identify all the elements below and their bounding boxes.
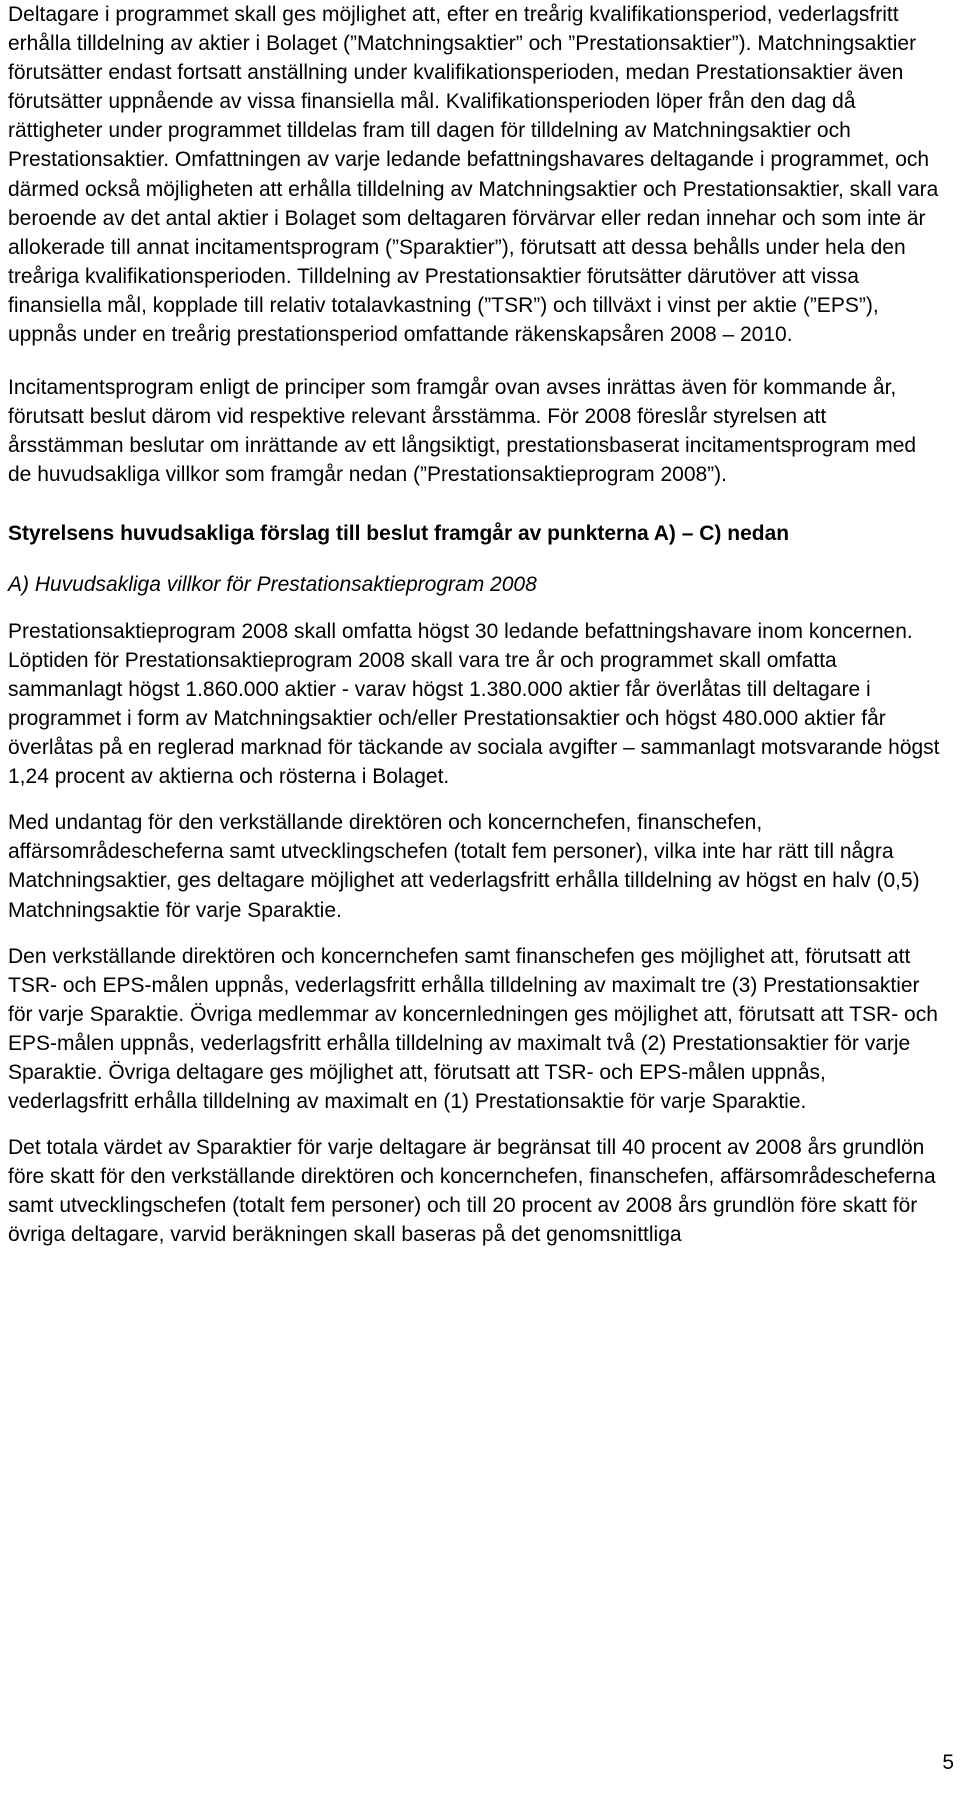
body-paragraph: Prestationsaktieprogram 2008 skall omfatta högst 30 ledande befattningshavare inom koncernen. Löptiden för Prestationsaktieprogram 2008 skall vara tre år och programmet skall omfatta sammanlagt högst 1.860.000 aktier - varav högst 1.380.000 aktier får överlåtas till deltagare i programmet i form av Matchningsaktier och/eller Prestationsaktier och högst 480.000 aktier får överlåtas på en reglerad marknad för täckande av sociala avgifter – sammanlagt motsvarande högst 1,24 procent av aktierna och rösterna i Bolaget. [8, 619, 940, 789]
body-paragraph: Den verkställande direktören och koncernchefen samt finanschefen ges möjlighet att, förutsatt att TSR- och EPS-målen uppnås, vederlagsfritt erhålla tilldelning av maximalt tre (3) Prestationsaktier för varje Sparaktie. Övriga medlemmar av koncernledningen ges möjlighet att, förutsatt att TSR- och EPS-målen uppnås, vederlagsfritt erhålla tilldelning av maximalt två (2) Prestationsaktier för varje Sparaktie. Övriga deltagare ges möjlighet att, förutsatt att TSR- och EPS-målen uppnås, vederlagsfritt erhålla tilldelning av maximalt en (1) Prestationsaktie för varje Sparaktie. [8, 944, 938, 1114]
document-page [8, 0, 943, 1250]
body-paragraph: Med undantag för den verkställande direktören och koncernchefen, finanschefen, affärsområdescheferna samt utvecklingschefen (totalt fem personer), vilka inte har rätt till några Matchningsaktier, ges deltagare möjlighet att vederlagsfritt erhålla tilldelning av högst en halv (0,5) Matchningsaktie för varje Sparaktie. [8, 811, 920, 922]
subsection-heading: A) Huvudsakliga villkor för Prestationsaktieprogram 2008 [8, 572, 537, 596]
body-paragraph: Incitamentsprogram enligt de principer som framgår ovan avses inrättas även för kommande år, förutsatt beslut därom vid respektive relevant årsstämma. För 2008 föreslår styrelsen att årsstämman beslutar om inrättande av ett långsiktigt, prestationsbaserat incitamentsprogram med de huvudsakliga villkor som framgår nedan (”Prestationsaktieprogram 2008”). [8, 376, 917, 487]
body-paragraph: Det totala värdet av Sparaktier för varje deltagare är begränsat till 40 procent av 2008 års grundlön före skatt för den verkställande direktören och koncernchefen, finanschefen, affärsområdescheferna samt utvecklingschefen (totalt fem personer) och till 20 procent av 2008 års grundlön före skatt för övriga deltagare, varvid beräkningen skall baseras på det genomsnittliga [8, 1136, 936, 1247]
section-heading: Styrelsens huvudsakliga förslag till beslut framgår av punkterna A) – C) nedan [8, 521, 790, 545]
body-paragraph: Deltagare i programmet skall ges möjlighet att, efter en treårig kvalifikationsperiod, vederlagsfritt erhålla tilldelning av aktier i Bolaget (”Matchningsaktier” och ”Prestationsaktier”). Matchningsaktier förutsätter endast fortsatt anställning under kvalifikationsperioden, medan Prestationsaktier även förutsätter uppnående av vissa finansiella mål. Kvalifikationsperioden löper från den dag då rättigheter under programmet tilldelas fram till dagen för tilldelning av Matchningsaktier och Prestationsaktier. Omfattningen av varje ledande befattningshavares deltagande i programmet, och därmed också möjligheten att erhålla tilldelning av Matchningsaktier och Prestationsaktier, skall vara beroende av det antal aktier i Bolaget som deltagaren förvärvar eller redan innehar och som inte är allokerade till annat incitamentsprogram (”Sparaktier”), förutsatt att dessa behålls under hela den treåriga kvalifikationsperioden. Tilldelning av Prestationsaktier förutsätter därutöver att vissa finansiella mål, kopplade till relativ totalavkastning (”TSR”) och tillväxt i vinst per aktie (”EPS”), uppnås under en treårig prestationsperiod omfattande räkenskapsåren 2008 – 2010. [8, 3, 939, 347]
page-number: 5 [942, 1751, 954, 1774]
